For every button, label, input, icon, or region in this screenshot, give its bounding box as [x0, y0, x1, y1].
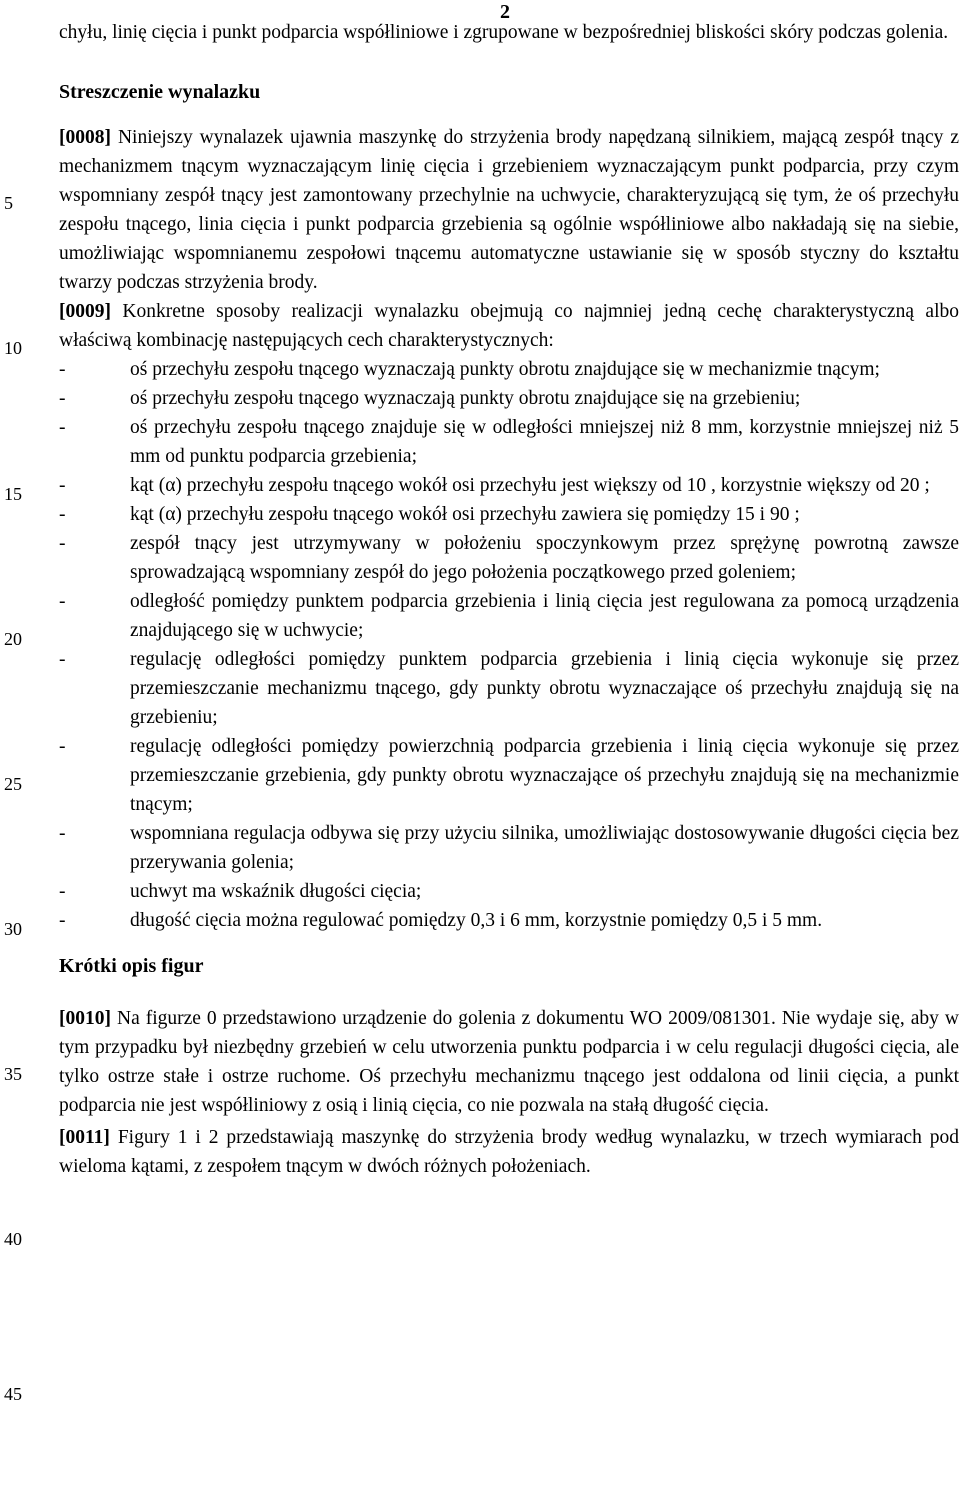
list-dash: - — [59, 910, 66, 931]
line-number: 40 — [4, 1229, 22, 1249]
list-item — [59, 819, 959, 877]
summary-heading: Streszczenie wynalazku — [59, 81, 261, 103]
list-item-text: zespół tnący jest utrzymywany w położeniu spoczynkowym przez sprężynę powrotną zawsze sprowadzającą wspomniany zespół do jego położenia początkowego przed goleniem; — [130, 533, 959, 583]
line-number: 5 — [4, 193, 13, 213]
list-dash: - — [59, 533, 66, 554]
list-item — [59, 471, 959, 500]
paragraph-0011 — [59, 1123, 959, 1181]
paragraph-id: [0010] — [59, 1008, 111, 1029]
list-item — [59, 384, 959, 413]
list-item-text: uchwyt ma wskaźnik długości cięcia; — [130, 881, 422, 902]
list-item-text: odległość pomiędzy punktem podparcia grzebienia i linią cięcia jest regulowana za pomocą urządzenia znajdującego się w uchwycie; — [130, 591, 959, 641]
list-item — [59, 732, 959, 819]
paragraph-text: Na figurze 0 przedstawiono urządzenie do golenia z dokumentu WO 2009/081301. Nie wydaje się, aby w tym przypadku był niezbędny grzebień w celu utworzenia punktu podparcia i w celu regulacji długości cięcia, ale tylko ostrze stałe i ostrze ruchome. Oś przechyłu mechanizmu tnącego jest oddalona od linii cięcia, a punkt podparcia nie jest współliniowy z osią i linią cięcia, co nie pozwala na stałą długość cięcia. — [59, 1008, 959, 1116]
list-dash: - — [59, 649, 66, 670]
paragraph-text: Figury 1 i 2 przedstawiają maszynkę do strzyżenia brody według wynalazku, w trzech wymiarach pod wieloma kątami, z zespołem tnącym w dwóch różnych położeniach. — [59, 1127, 959, 1177]
list-item-text: regulację odległości pomiędzy punktem podparcia grzebienia i linią cięcia wykonuje się przez przemieszczanie mechanizmu tnącego, gdy punkty obrotu wyznaczające oś przechyłu znajdują się na grzebieniu; — [130, 649, 959, 728]
document-body — [59, 18, 959, 1181]
line-number: 35 — [4, 1064, 22, 1084]
list-dash: - — [59, 359, 66, 380]
list-dash: - — [59, 736, 66, 757]
page-number: 2 — [500, 1, 510, 23]
paragraph-text: Niniejszy wynalazek ujawnia maszynkę do strzyżenia brody napędzaną silnikiem, mającą zespół tnący z mechanizmem tnącym wyznaczającym linię cięcia i grzebieniem wyznaczającym punkt podparcia, przy czym wspomniany zespół tnący jest zamontowany przechylnie na uchwycie, charakteryzującą się tym, że oś przechyłu zespołu tnącego, linia cięcia i punkt podparcia grzebienia są ogólnie współliniowe albo nakładają się na siebie, umożliwiając wspomnianemu zespołowi tnącemu automatyczne ustawianie się w sposób styczny do kształtu twarzy podczas strzyżenia brody. — [59, 127, 959, 293]
list-item-text: oś przechyłu zespołu tnącego znajduje się w odległości mniejszej niż 8 mm, korzystnie mniejszej niż 5 mm od punktu podparcia grzebienia; — [130, 417, 959, 467]
list-item-text: regulację odległości pomiędzy powierzchnią podparcia grzebienia i linią cięcia wykonuje się przez przemieszczanie grzebienia, gdy punkty obrotu wyznaczające oś przechyłu znajdują się na mechanizmie tnącym; — [130, 736, 959, 815]
list-item-text: wspomniana regulacja odbywa się przy użyciu silnika, umożliwiając dostosowywanie długości cięcia bez przerywania golenia; — [130, 823, 959, 873]
line-number-margin — [0, 0, 40, 1499]
list-dash: - — [59, 417, 66, 438]
list-item — [59, 877, 959, 906]
paragraph-id: [0008] — [59, 127, 111, 148]
list-item-text: kąt (α) przechyłu zespołu tnącego wokół osi przechyłu zawiera się pomiędzy 15 i 90 ; — [130, 504, 800, 525]
list-item — [59, 500, 959, 529]
list-dash: - — [59, 504, 66, 525]
list-dash: - — [59, 475, 66, 496]
line-number: 15 — [4, 484, 22, 504]
list-dash: - — [59, 388, 66, 409]
list-dash: - — [59, 823, 66, 844]
list-dash: - — [59, 881, 66, 902]
paragraph-0008 — [59, 123, 959, 297]
figures-heading: Krótki opis figur — [59, 955, 204, 977]
paragraph-text: Konkretne sposoby realizacji wynalazku obejmują co najmniej jedną cechę charakterystyczną albo właściwą kombinację następujących cech charakterystycznych: — [59, 301, 959, 351]
paragraph-id: [0011] — [59, 1127, 110, 1148]
line-number: 45 — [4, 1384, 22, 1404]
line-number: 20 — [4, 629, 22, 649]
list-item — [59, 906, 959, 935]
paragraph-id: [0009] — [59, 301, 111, 322]
list-item-text: długość cięcia można regulować pomiędzy 0,3 i 6 mm, korzystnie pomiędzy 0,5 i 5 mm. — [130, 910, 823, 931]
paragraph-0009 — [59, 297, 959, 355]
list-item — [59, 587, 959, 645]
list-item — [59, 645, 959, 732]
line-number: 30 — [4, 919, 22, 939]
list-dash: - — [59, 591, 66, 612]
list-item — [59, 355, 959, 384]
line-number: 25 — [4, 774, 22, 794]
list-item-text: oś przechyłu zespołu tnącego wyznaczają punkty obrotu znajdujące się w mechanizmie tnącym; — [130, 359, 880, 380]
list-item-text: kąt (α) przechyłu zespołu tnącego wokół osi przechyłu jest większy od 10 , korzystnie większy od 20 ; — [130, 475, 930, 496]
paragraph-0010 — [59, 1004, 959, 1120]
feature-list — [59, 355, 959, 935]
continuation-paragraph: chyłu, linię cięcia i punkt podparcia współliniowe i zgrupowane w bezpośredniej bliskości skóry podczas golenia. — [59, 22, 949, 43]
list-item — [59, 413, 959, 471]
list-item — [59, 529, 959, 587]
line-number: 10 — [4, 338, 22, 358]
list-item-text: oś przechyłu zespołu tnącego wyznaczają punkty obrotu znajdujące się na grzebieniu; — [130, 388, 801, 409]
